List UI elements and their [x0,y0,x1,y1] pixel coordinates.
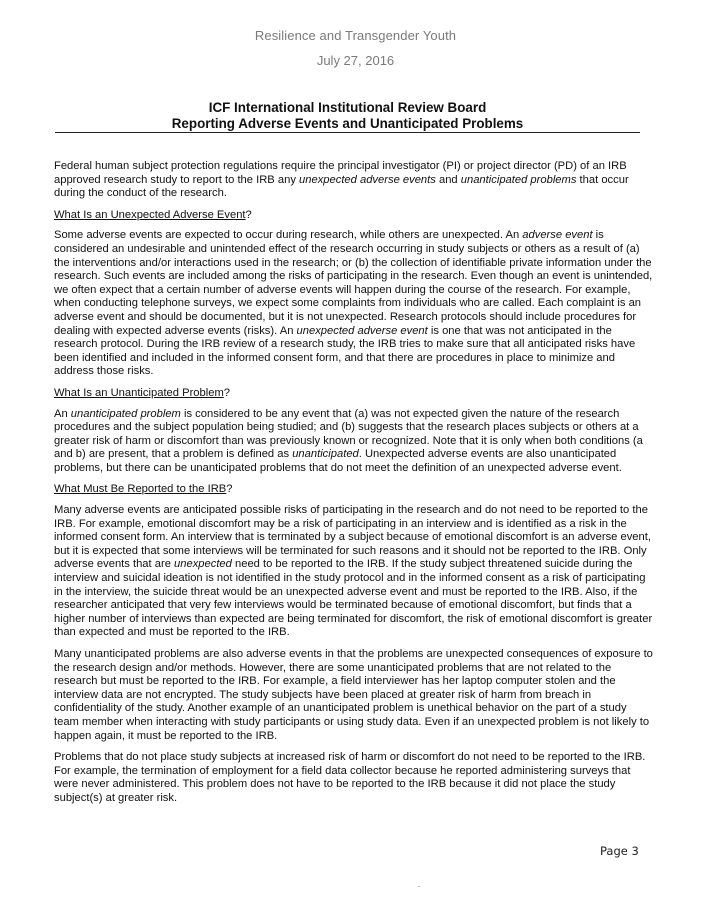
emphasis-unexpected: unexpected [174,558,232,571]
intro-text: that occur during the conduct of the research. [54,173,629,200]
section-heading-punct: ? [245,208,252,221]
paragraph-text: An [54,407,71,420]
section1-paragraph [54,229,654,379]
document-date: July 27, 2016 [316,53,395,68]
title-line-subject: Reporting Adverse Events and Unanticipated Problems [171,116,524,131]
paragraph-text: Some adverse events are expected to occur during research, while others are unexpected. An [54,229,523,242]
section3-paragraph-3: Problems that do not place study subjects at increased risk of harm or discomfort do not need to be reported to the IRB. For example, the termination of employment for a field data collector because he reported administering surveys that were never administered. This problem does not have to be reported to the IRB because it did not place the study subject(s) at greater risk. [54,751,646,804]
section2-paragraph [54,408,654,476]
section-heading-unexpected-adverse-event [54,209,654,223]
page-number: Page 3 [600,844,639,858]
intro-paragraph [54,160,654,201]
paragraph-text: is considered an undesirable and unintended effect of the research occurring in study subjects or others as a result of (a) the interventions and/or interactions used in the research; or (b) the collection of identifiable private information under the research. Such events are included among the risks of participating in the research. Even though an event is unintended, we often expect that a certain number of adverse events will happen during the course of the research. For example, when conducting telephone surveys, we expect some complaints from individuals who are called. Each complaint is an adverse event and should be documented, but it is not unexpected. Research protocols should include procedures for dealing with expected adverse events (risks). An [54,229,653,337]
paragraph-text: . Unexpected adverse events are also unanticipated problems, but there can be unanticipated problems that do not meet the definition of an unexpected adverse event. [54,448,622,474]
section-heading-text: What Is an Unanticipated Problem [54,386,224,399]
intro-emphasis-adverse-events: unexpected adverse events [299,173,436,186]
section-heading-text: What Must Be Reported to the IRB [54,483,227,496]
section-heading-what-must-be-reported [54,483,654,497]
section-heading-punct: ? [226,483,233,496]
paragraph-text: Many adverse events are anticipated possible risks of participating in the research and do not need to be reported to the IRB. For example, emotional discomfort may be a risk of participating in an interview and is identified as a risk in the informed consent form. An interview that is terminated by a subject because of emotional discomfort is an adverse event, but it is expected that some interviews will be terminated for such reasons and it should not be reported to the IRB. Only adverse events that are [54,504,651,571]
intro-emphasis-unanticipated-problems: unanticipated problems [460,173,577,186]
paragraph-text: need to be reported to the IRB. If the study subject threatened suicide during the interview and suicidal ideation is not identified in the study protocol and in the informed consent as a risk of participating in the interview, the suicide threat would be an unexpected adverse event and must be reported to the IRB. Also, if the researcher anticipated that very few interviews would be terminated because of emotional discomfort, but finds that a higher number of interviews than expected are being terminated for discomfort, the risk of emotional discomfort is greater than expected and must be reported to the IRB. [54,558,653,639]
document-body [54,160,654,814]
intro-text: and [435,173,461,186]
title-line-organization: ICF International Institutional Review Board [208,100,487,115]
intro-text: Federal human subject protection regulations require the principal investigator (PI) or project director (PD) of an IRB approved research study to report to the IRB any [54,160,627,186]
section-heading-punct: ? [223,386,230,399]
section-heading-unanticipated-problem [54,387,654,401]
document-title [55,100,640,132]
emphasis-unanticipated: unanticipated [292,448,359,461]
section3-paragraph-2: Many unanticipated problems are also adverse events in that the problems are unexpected consequences of exposure to the research design and/or methods. However, there are some unanticipated problems that are not related to the research but must be reported to the IRB. For example, a field interviewer has her laptop computer stolen and the interview data are not encrypted. The study subjects have been placed at greater risk of harm from breach in confidentiality of the study. Another example of an unanticipated problem is unethical behavior on the part of a study team member when interacting with study participants or using study data. Even if an unexpected problem is not likely to happen again, it must be reported to the IRB. [54,648,653,742]
emphasis-unanticipated-problem: unanticipated problem [70,407,181,420]
emphasis-unexpected-adverse-event: unexpected adverse event [296,324,428,337]
project-title-header: Resilience and Transgender Youth [254,28,457,43]
title-divider [55,132,640,133]
paragraph-text: is one that was not anticipated in the research protocol. During the IRB review of a research study, the IRB tries to make sure that all anticipated risks have been identified and included in the informed consent form, and that there are procedures in place to minimize and address those risks. [54,324,636,378]
emphasis-adverse-event: adverse event [522,229,593,242]
section3-paragraph-1 [54,504,654,640]
section-heading-text: What Is an Unexpected Adverse Event [54,208,246,221]
paragraph-text: is considered to be any event that (a) was not expected given the nature of the research procedures and the subject population being studied; and (b) suggests that the research places subjects or others at a greater risk of harm or discomfort than was previously known or recognized. Note that it is only when both conditions (a and b) are present, that a problem is defined as [54,407,643,461]
scan-artifact [418,886,420,887]
